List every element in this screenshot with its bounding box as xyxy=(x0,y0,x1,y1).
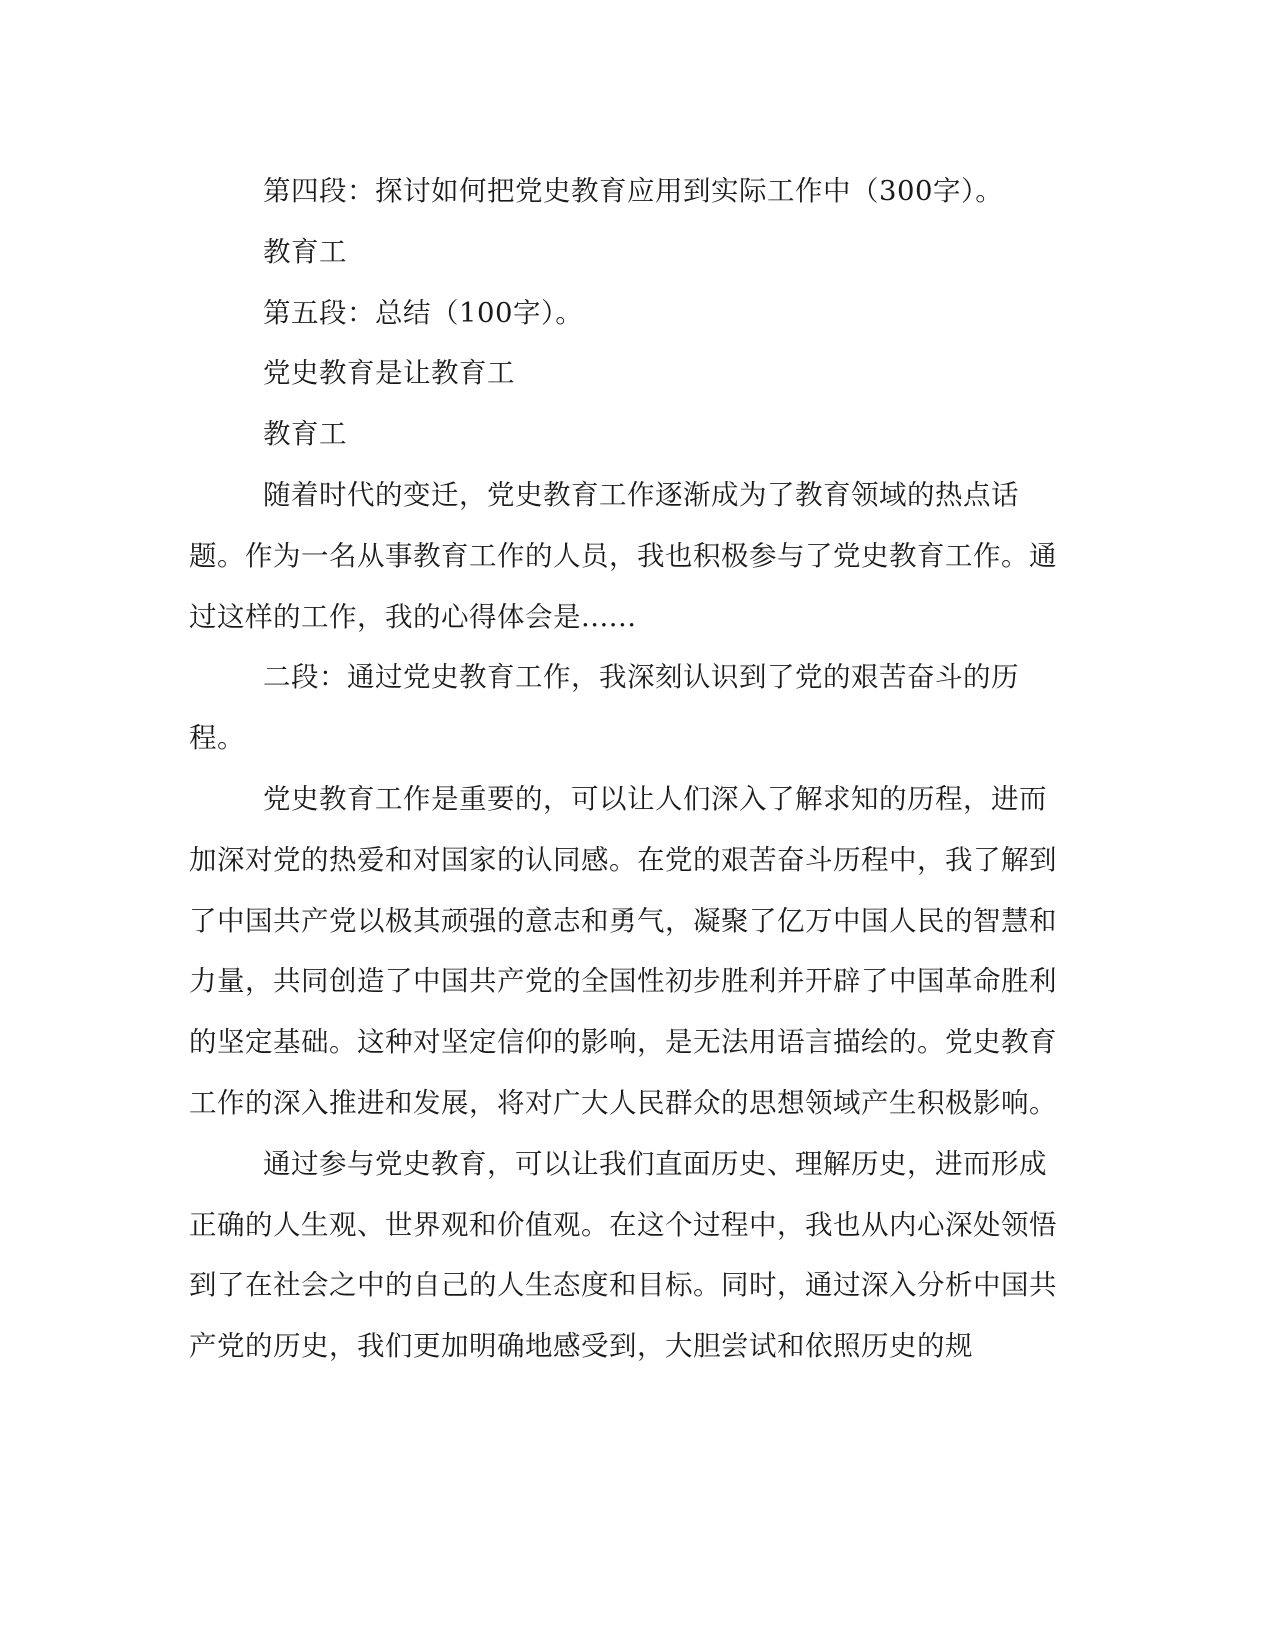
paragraph-introduction: 随着时代的变迁，党史教育工作逐渐成为了教育领域的热点话题。作为一名从事教育工作的人员，我也积极参与了党史教育工作。通过这样的工作，我的心得体会是...... xyxy=(189,478,1057,633)
paragraph-section-two-heading: 二段：通过党史教育工作，我深刻认识到了党的艰苦奋斗的历程。 xyxy=(189,661,1019,755)
paragraph-section-five-heading: 第五段：总结（100字）。 xyxy=(263,296,584,329)
paragraph-body: 通过参与党史教育，可以让我们直面历史、理解历史，进而形成正确的人生观、世界观和价值观。在这个过程中，我也从内心深处领悟到了在社会之中的自己的人生态度和目标。同时，通过深入分析中国共产党的历史，我们更加明确地感受到，大胆尝试和依照历史的规 xyxy=(189,1147,1057,1363)
paragraph-body: 党史教育工作是重要的，可以让人们深入了解求知的历程，进而加深对党的热爱和对国家的认同感。在党的艰苦奋斗历程中，我了解到了中国共产党以极其顽强的意志和勇气，凝聚了亿万中国人民的智慧和力量，共同创造了中国共产党的全国性初步胜利并开辟了中国革命胜利的坚定基础。这种对坚定信仰的影响，是无法用语言描绘的。党史教育工作的深入推进和发展，将对广大人民群众的思想领域产生积极影响。 xyxy=(189,782,1057,1119)
document-body xyxy=(189,161,1069,1377)
paragraph-fragment: 教育工 xyxy=(263,418,347,451)
paragraph-section-four-heading: 第四段：探讨如何把党史教育应用到实际工作中（300字）。 xyxy=(263,175,1004,207)
paragraph-fragment: 教育工 xyxy=(263,235,347,268)
paragraph-fragment: 党史教育是让教育工 xyxy=(263,357,515,390)
